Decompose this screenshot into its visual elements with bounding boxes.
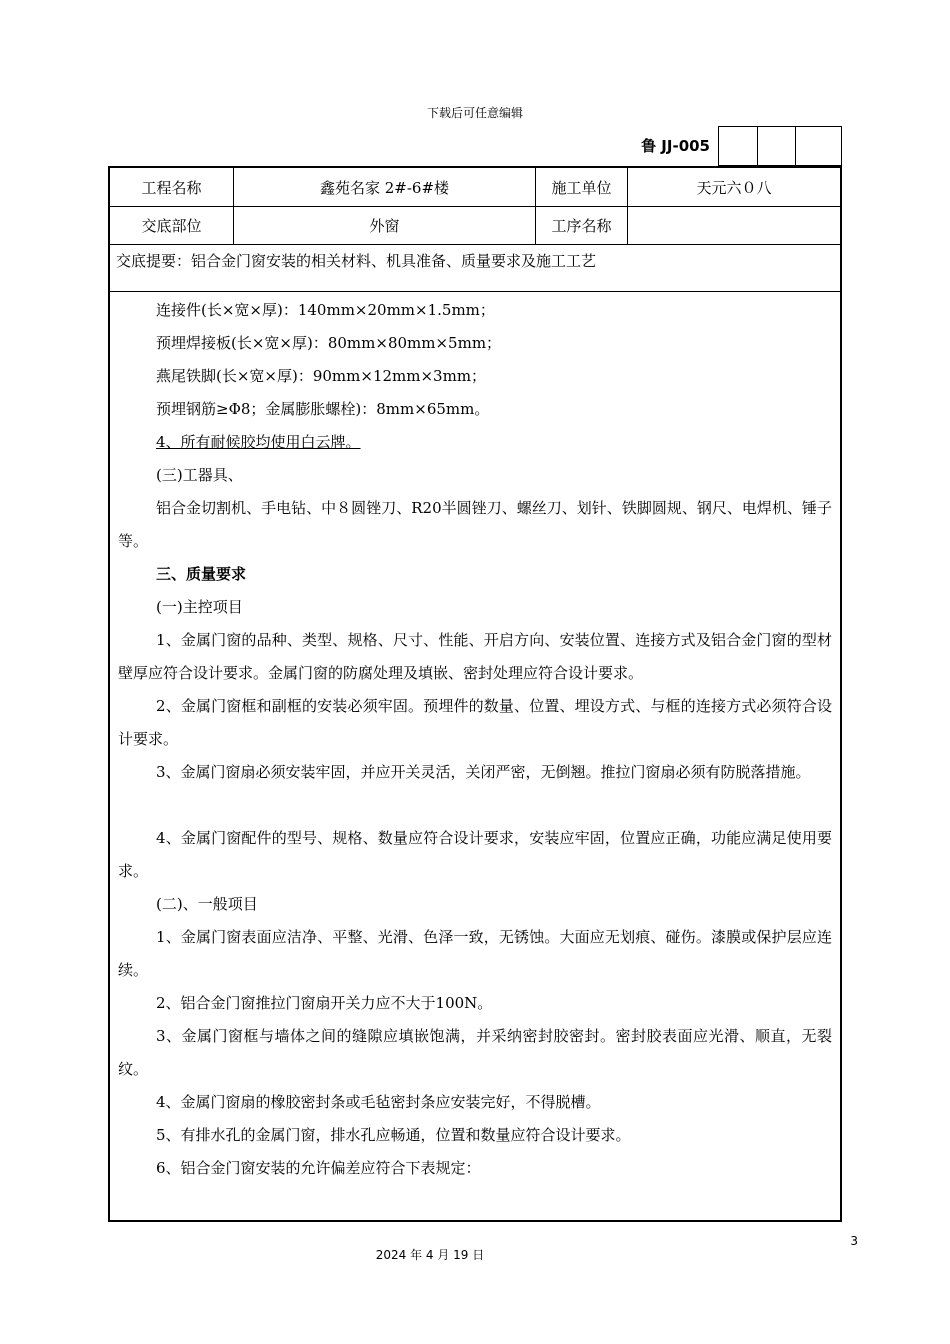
table-row	[110, 207, 840, 245]
section-heading: 三、质量要求	[156, 565, 247, 583]
footer-date: 2024 年 4 月 19 日	[375, 1248, 485, 1262]
body-line: 预埋钢筋≥Φ8；金属膨胀螺栓)：8mm×65mm。	[156, 400, 490, 418]
body-paragraph: 1、金属门窗表面应洁净、平整、光滑、色泽一致，无锈蚀。大面应无划痕、碰伤。漆膜或保护层应连续。	[118, 928, 832, 979]
section-heading: (三)工器具、	[156, 466, 243, 484]
location-value: 外窗	[234, 207, 536, 244]
body-line: 6、铝合金门窗安装的允许偏差应符合下表规定：	[156, 1159, 481, 1177]
body-line: 预埋焊接板(长×宽×厚)：80mm×80mm×5mm；	[156, 334, 502, 352]
process-value	[628, 207, 840, 244]
body-line: 燕尾铁脚(长×宽×厚)：90mm×12mm×3mm；	[156, 367, 487, 385]
body-paragraph: 2、金属门窗框和副框的安装必须牢固。预埋件的数量、位置、埋设方式、与框的连接方式必须符合设计要求。	[118, 697, 832, 748]
body-paragraph: 3、金属门窗框与墙体之间的缝隙应填嵌饱满，并采纳密封胶密封。密封胶表面应光滑、顺直，无裂纹。	[118, 1027, 832, 1078]
body-paragraph: 1、金属门窗的品种、类型、规格、尺寸、性能、开启方向、安装位置、连接方式及铝合金门窗的型材壁厚应符合设计要求。金属门窗的防腐处理及填嵌、密封处理应符合设计要求。	[118, 631, 832, 682]
body-paragraph: 3、金属门窗扇必须安装牢固，并应开关灵活，关闭严密，无倒翘。推拉门窗扇必须有防脱落措施。	[156, 763, 811, 781]
body-line: 2、铝合金门窗推拉门窗扇开关力应不大于100N。	[156, 994, 493, 1012]
disclosure-summary: 交底提要：铝合金门窗安装的相关材料、机具准备、质量要求及施工工艺	[110, 245, 840, 292]
process-label: 工序名称	[536, 207, 628, 244]
contractor-value: 天元六０八	[696, 178, 772, 197]
header-note: 下载后可任意编辑	[426, 106, 523, 120]
contractor-label: 施工单位	[536, 168, 628, 206]
document-code-row	[600, 126, 842, 166]
body-line: 5、有排水孔的金属门窗，排水孔应畅通，位置和数量应符合设计要求。	[156, 1126, 631, 1144]
project-name-value: 鑫苑名家 2#-6#楼	[234, 168, 536, 206]
body-line: 4、金属门窗扇的橡胶密封条或毛毡密封条应安装完好，不得脱槽。	[156, 1093, 601, 1111]
subsection-heading: (一)主控项目	[156, 598, 243, 616]
location-label: 交底部位	[110, 207, 234, 244]
table-row	[110, 168, 840, 207]
body-line: 连接件(长×宽×厚)：140mm×20mm×1.5mm；	[156, 301, 495, 319]
subsection-heading: (二)、一般项目	[156, 895, 258, 913]
document-code: 鲁 JJ-005	[641, 137, 710, 155]
page-number: 3	[850, 1234, 858, 1248]
code-box	[795, 126, 842, 166]
body-paragraph: 4、金属门窗配件的型号、规格、数量应符合设计要求，安装应牢固，位置应正确，功能应满足使用要求。	[118, 829, 832, 880]
code-box	[757, 126, 796, 166]
project-name-label: 工程名称	[110, 168, 234, 206]
body-line: 4、所有耐候胶均使用白云牌。	[156, 433, 361, 451]
disclosure-table	[108, 166, 842, 1222]
code-box	[718, 126, 758, 166]
body-paragraph: 铝合金切割机、手电钻、中８圆锉刀、R20半圆锉刀、螺丝刀、划针、铁脚圆规、钢尺、电焊机、锤子等。	[118, 499, 832, 550]
